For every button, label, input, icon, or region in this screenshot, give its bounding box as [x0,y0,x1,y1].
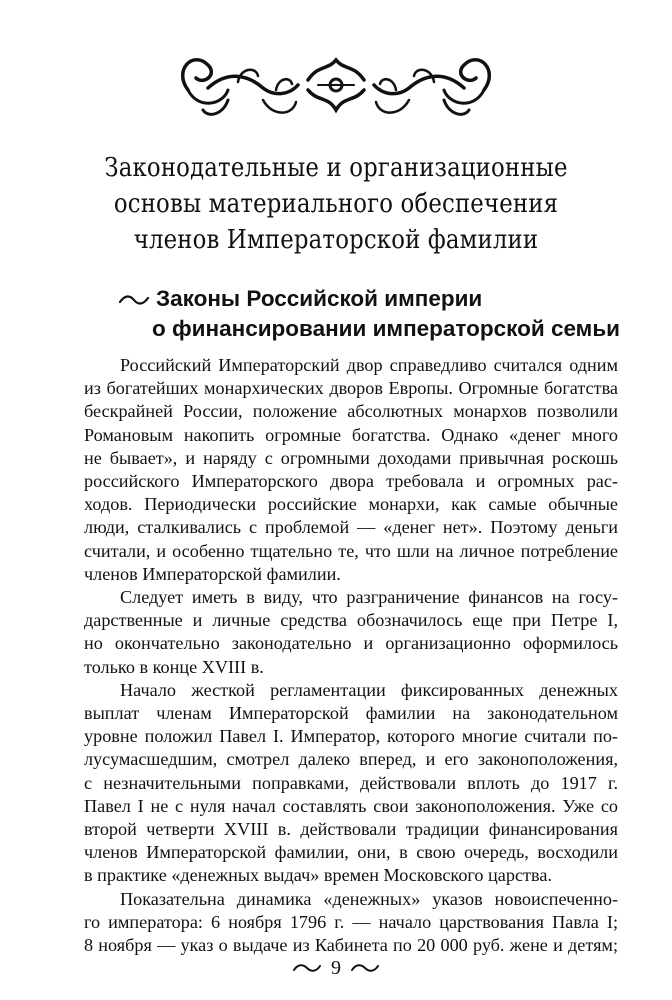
section-heading [118,284,638,344]
text-line: из богатейших монархических дворов Европы. Огромные богатства [84,378,618,399]
section-heading-line: Законы Российской империи [156,286,483,311]
paragraph [84,679,618,888]
text-line: лусумасшедшим, смотрел далеко вперед, и его законоположения, [84,749,618,770]
paragraph [84,354,618,586]
text-line: Российский Императорский двор справедливо считался одним [120,355,618,375]
text-line: только в конце XVIII в. [84,656,264,677]
text-line: но окончательно законодательно и организационно оформилось [84,633,618,654]
body-text [84,354,618,957]
text-line: не бывает», и наряду с огромными доходами привычная роскошь [84,447,618,468]
text-line: с незначительными поправками, действовали вплоть до 1917 г. [84,772,618,793]
text-line: Романовым накопить огромные богатства. Однако «денег много [84,424,618,445]
text-line: ходов. Периодически российские монархи, как самые обычные [84,494,618,515]
text-line: считали, и особенно тщательно те, что шли на личное потребление [84,540,618,561]
section-heading-line: о финансировании императорской семьи [152,316,620,341]
text-line: Начало жесткой регламентации фиксированных денежных [120,679,618,700]
text-line: го императора: 6 ноября 1796 г. — начало царствования Павла I; [84,911,618,932]
page-number: 9 [331,956,341,979]
text-line: бескрайней России, положение абсолютных монархов позволили [84,401,618,422]
text-line: российского Императорского двора требовала и огромных рас- [84,471,618,492]
paragraph [84,888,618,958]
text-line: дарственные и личные средства обозначилось еще при Петре I, [84,610,618,631]
text-line: в практике «денежных выдач» времен Московского царства. [84,865,552,886]
text-line: выплат членам Императорской фамилии на законодательном [84,703,618,724]
tilde-swirl-icon [292,962,322,974]
text-line: членов Императорской фамилии. [84,563,341,584]
text-line: членов Императорской фамилии, они, в свою очередь, восходили [84,842,618,863]
text-line: второй четверти XVIII в. действовали традиции финансирования [84,819,618,840]
tilde-swirl-icon [350,962,380,974]
chapter-title-line: основы материального обеспечения [113,188,559,219]
text-line: Показательна динамика «денежных» указов новоиспеченно- [120,888,618,909]
chapter-title [99,150,574,258]
text-line: 8 ноября — указ о выдаче из Кабинета по 20 000 руб. жене и детям; [84,935,618,956]
text-line: Следует иметь в виду, что разграничение финансов на госу- [120,587,618,608]
decorative-ornament-icon [168,30,504,125]
text-line: Павел I не с нуля начал составлять свои законоположения. Уже со [84,795,618,816]
paragraph [84,586,618,679]
text-line: уровне положил Павел I. Император, которого многие считали по- [84,726,618,747]
chapter-title-line: Законодательные и организационные [104,152,568,183]
text-line: люди, сталкивались с проблемой — «денег нет». Поэтому деньги [84,517,618,538]
chapter-title-line: членов Императорской фамилии [133,224,539,255]
page-footer [0,956,672,980]
tilde-swirl-icon [118,293,150,307]
